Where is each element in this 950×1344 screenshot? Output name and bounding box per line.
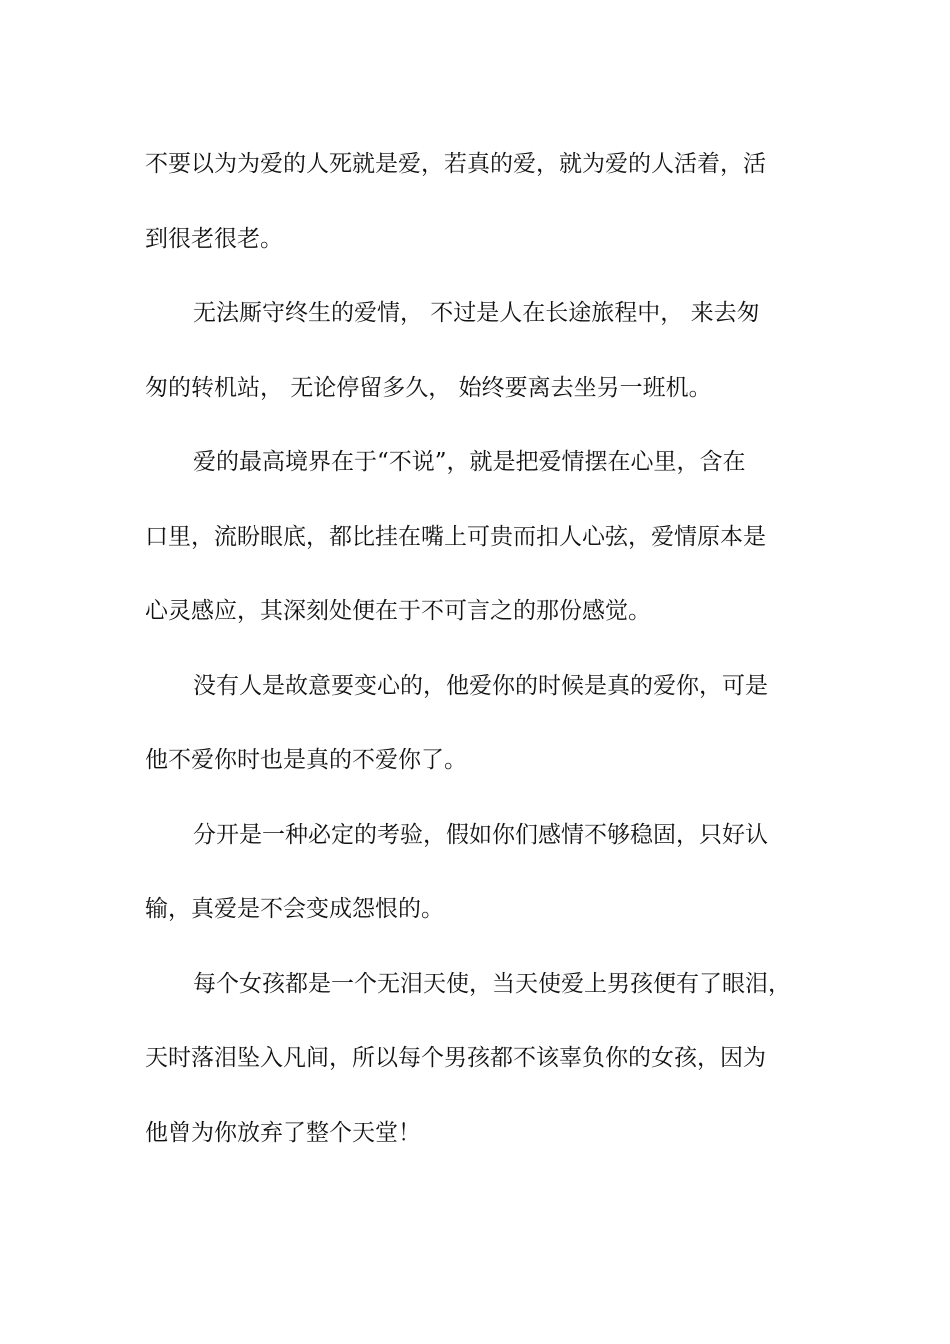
- text-line: 爱的最高境界在于“不说”，就是把爱情摆在心里，含在: [193, 449, 746, 475]
- text-line: 他曾为你放弃了整个天堂！: [145, 1119, 421, 1146]
- text-line: 匆的转机站， 无论停留多久， 始终要离去坐另一班机。: [145, 374, 712, 401]
- text-line: 心灵感应，其深刻处便在于不可言之的那份感觉。: [145, 598, 651, 624]
- text-line: 每个女孩都是一个无泪天使，当天使爱上男孩便有了眼泪，: [193, 970, 791, 997]
- text-line: 他不爱你时也是真的不爱你了。: [145, 747, 467, 773]
- document-body: [145, 127, 810, 1170]
- text-line: 分开是一种必定的考验，假如你们感情不够稳固，只好认: [193, 821, 768, 848]
- text-line: 输，真爱是不会变成怨恨的。: [145, 896, 444, 922]
- text-line: 无法厮守终生的爱情， 不过是人在长途旅程中， 来去匆: [193, 300, 760, 326]
- text-line: 天时落泪坠入凡间，所以每个男孩都不该辜负你的女孩，因为: [145, 1045, 766, 1071]
- text-line: 没有人是故意要变心的，他爱你的时候是真的爱你，可是: [193, 672, 768, 699]
- text-line: 口里，流盼眼底，都比挂在嘴上可贵而扣人心弦，爱情原本是: [145, 523, 766, 550]
- text-line: 不要以为为爱的人死就是爱，若真的爱，就为爱的人活着，活: [145, 151, 766, 177]
- text-line: 到很老很老。: [145, 225, 283, 252]
